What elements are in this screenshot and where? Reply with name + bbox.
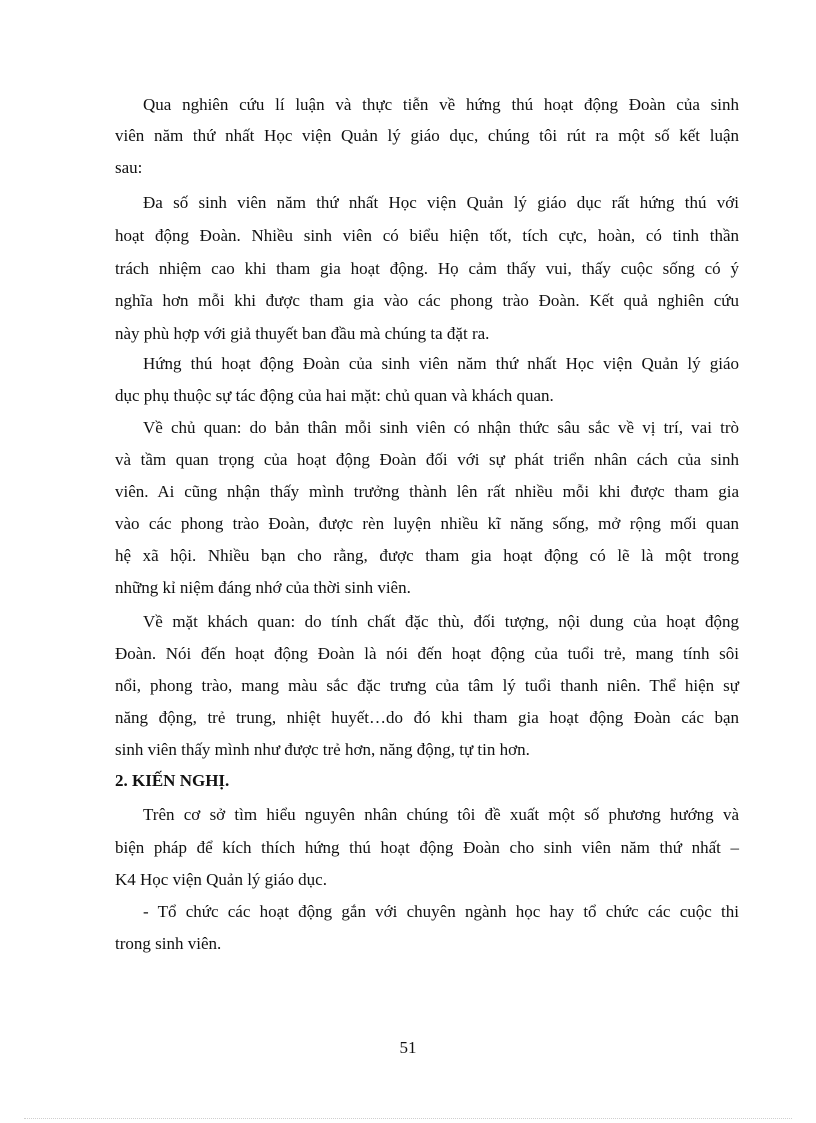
text-line: năng động, trẻ trung, nhiệt huyết…do đó khi tham gia hoạt động Đoàn các bạn xyxy=(115,708,739,727)
text-line: những kỉ niệm đáng nhớ của thời sinh viên. xyxy=(115,578,411,597)
text-line: Về mặt khách quan: do tính chất đặc thù, đối tượng, nội dung của hoạt động xyxy=(143,612,739,631)
text-line: Đoàn. Nói đến hoạt động Đoàn là nói đến hoạt động của tuổi trẻ, mang tính sôi xyxy=(115,644,739,663)
text-line: trong sinh viên. xyxy=(115,934,222,953)
text-line: Về chủ quan: do bản thân mỗi sinh viên có nhận thức sâu sắc về vị trí, vai trò xyxy=(143,418,739,437)
text-line: nghĩa hơn mỗi khi được tham gia vào các phong trào Đoàn. Kết quả nghiên cứu xyxy=(115,291,739,310)
page-bottom-divider xyxy=(24,1118,792,1119)
text-line: Hứng thú hoạt động Đoàn của sinh viên năm thứ nhất Học viện Quản lý giáo xyxy=(143,354,739,373)
text-line: sinh viên thấy mình như được trẻ hơn, năng động, tự tin hơn. xyxy=(115,740,530,759)
text-line: Trên cơ sở tìm hiểu nguyên nhân chúng tôi đề xuất một số phương hướng và xyxy=(143,805,739,824)
text-line: - Tổ chức các hoạt động gắn với chuyên ngành học hay tổ chức các cuộc thi xyxy=(143,902,739,921)
text-line: biện pháp để kích thích hứng thú hoạt động Đoàn cho sinh viên năm thứ nhất – xyxy=(115,838,739,857)
text-line: viên năm thứ nhất Học viện Quản lý giáo dục, chúng tôi rút ra một số kết luận xyxy=(115,126,739,145)
text-line: K4 Học viện Quản lý giáo dục. xyxy=(115,870,327,889)
text-line: sau: xyxy=(115,158,143,177)
text-line: trách nhiệm cao khi tham gia hoạt động. Họ cảm thấy vui, thấy cuộc sống có ý xyxy=(115,259,739,278)
text-line: Qua nghiên cứu lí luận và thực tiễn về hứng thú hoạt động Đoàn của sinh xyxy=(143,95,739,114)
text-line: dục phụ thuộc sự tác động của hai mặt: chủ quan và khách quan. xyxy=(115,386,554,405)
text-line: này phù hợp với giả thuyết ban đầu mà chúng ta đặt ra. xyxy=(115,324,490,343)
page-number: 51 xyxy=(399,1038,417,1057)
section-heading: 2. KIẾN NGHỊ. xyxy=(115,771,230,790)
text-line: hệ xã hội. Nhiều bạn cho rằng, được tham gia hoạt động có lẽ là một trong xyxy=(115,546,739,565)
text-line: nổi, phong trào, mang màu sắc đặc trưng của tâm lý tuổi thanh niên. Thể hiện sự xyxy=(115,676,739,695)
text-line: và tầm quan trọng của hoạt động Đoàn đối với sự phát triển nhân cách của sinh xyxy=(115,450,739,469)
text-line: hoạt động Đoàn. Nhiều sinh viên có biểu hiện tốt, tích cực, hoàn, có tinh thần xyxy=(115,226,739,245)
text-line: vào các phong trào Đoàn, được rèn luyện nhiều kĩ năng sống, mở rộng mối quan xyxy=(115,514,739,533)
text-line: Đa số sinh viên năm thứ nhất Học viện Quản lý giáo dục rất hứng thú với xyxy=(143,193,739,212)
text-line: viên. Ai cũng nhận thấy mình trưởng thành lên rất nhiều mỗi khi được tham gia xyxy=(115,482,739,501)
